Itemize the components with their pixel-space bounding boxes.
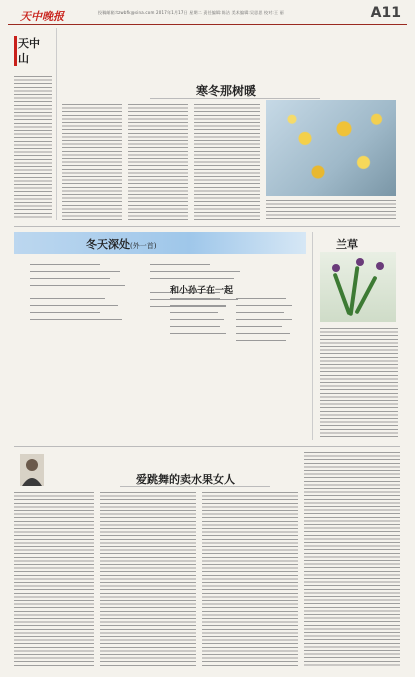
- orchid-text: [320, 328, 398, 438]
- bottom-col-4: [304, 452, 400, 668]
- column-divider-right: [312, 232, 313, 440]
- section-divider: [14, 226, 400, 227]
- bottom-col-2: [100, 492, 196, 668]
- section-label-line1: 天中: [18, 37, 40, 50]
- section-accent-bar: [14, 36, 17, 66]
- bottom-headline-rule: [120, 486, 270, 487]
- top-article-headline: 寒冬那树暖: [196, 84, 257, 98]
- orchid-headline: 兰草: [336, 238, 358, 251]
- newspaper-logo: 天中晚报: [20, 10, 64, 23]
- poem-col-1: [30, 264, 150, 344]
- left-column-text: [14, 76, 52, 220]
- column-divider: [56, 28, 57, 220]
- header-meta: 投稿邮箱:tzwbfk@sina.com 2017年1月17日 星期二 责任编辑:陈洁 美术编辑:吴思思 校对:王 丽: [98, 10, 284, 15]
- bottom-col-3: [202, 492, 298, 668]
- kids-poem-col-2: [236, 298, 300, 358]
- bottom-col-1: [14, 492, 94, 668]
- headline-rule: [150, 98, 320, 99]
- bottom-article-headline: 爱跳舞的卖水果女人: [136, 473, 235, 486]
- top-article-col-1: [62, 104, 122, 220]
- winter-flower-photo: [266, 100, 396, 196]
- poem-headline: [86, 236, 156, 252]
- person-icon: [20, 454, 44, 486]
- poem-title-main: 冬天深处: [86, 238, 130, 251]
- page-number: A11: [370, 5, 401, 21]
- photo-caption: [266, 200, 396, 220]
- poem-banner: [14, 232, 306, 254]
- section-label-line2: 山: [18, 52, 29, 65]
- top-article-col-3: [194, 104, 260, 220]
- section-label: [18, 36, 50, 66]
- top-article-col-2: [128, 104, 188, 220]
- poem-title-sub: (外一首): [130, 242, 157, 250]
- orchid-illustration: [320, 252, 396, 322]
- author-portrait: [20, 454, 44, 486]
- kids-poem-headline: 和小孙子在一起: [170, 286, 234, 296]
- section-divider-lower: [14, 446, 400, 447]
- header-rule: [8, 24, 407, 25]
